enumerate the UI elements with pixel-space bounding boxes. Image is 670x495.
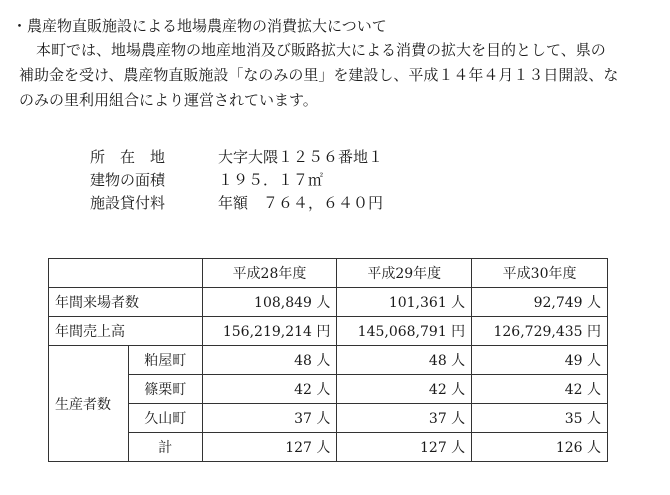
row-label: 年間来場者数 — [49, 288, 203, 317]
info-row-fee — [90, 191, 383, 214]
info-value: １９５．１７㎡ — [218, 171, 324, 189]
paragraph-line-2: 補助金を受け、農産物直販施設「なのみの里」を建設し、平成１４年４月１３日開設、な — [19, 66, 619, 84]
info-label: 所 在 地 — [90, 148, 166, 166]
table-cell: 126,729,435 円 — [472, 317, 608, 346]
info-label: 建物の面積 — [90, 171, 166, 189]
info-row-location — [90, 145, 383, 168]
table-cell: 127 人 — [337, 433, 472, 462]
table-row-producers-sasaguri — [49, 375, 608, 404]
table-row-producers-hisayama — [49, 404, 608, 433]
table-cell: 126 人 — [472, 433, 608, 462]
table-cell: 156,219,214 円 — [202, 317, 337, 346]
column-header: 平成29年度 — [337, 259, 472, 288]
facility-info — [90, 145, 383, 214]
info-label: 施設貸付料 — [90, 194, 166, 212]
table-header-row — [49, 259, 608, 288]
statistics-table — [48, 258, 608, 462]
sub-row-label: 計 — [128, 433, 202, 462]
table-cell: 101,361 人 — [337, 288, 472, 317]
table-cell: 42 人 — [202, 375, 337, 404]
table-cell: 108,849 人 — [202, 288, 337, 317]
table-cell: 48 人 — [337, 346, 472, 375]
table-cell: 37 人 — [337, 404, 472, 433]
table-row-producers-kasuya — [49, 346, 608, 375]
sub-row-label: 粕屋町 — [128, 346, 202, 375]
sub-row-label: 久山町 — [128, 404, 202, 433]
row-label: 年間売上高 — [49, 317, 203, 346]
table-cell: 35 人 — [472, 404, 608, 433]
description-paragraph — [19, 38, 658, 113]
info-value: 年額 ７６４，６４０円 — [218, 194, 384, 212]
info-value: 大字大隈１２５６番地１ — [218, 148, 384, 166]
table-cell: 127 人 — [202, 433, 337, 462]
table-cell: 42 人 — [337, 375, 472, 404]
table-cell: 145,068,791 円 — [337, 317, 472, 346]
info-row-area — [90, 168, 383, 191]
table-cell: 48 人 — [202, 346, 337, 375]
table-cell: 37 人 — [202, 404, 337, 433]
section-heading: ・農産物直販施設による地場農産物の消費拡大について — [12, 17, 387, 35]
table-corner-cell — [49, 259, 203, 288]
column-header: 平成30年度 — [472, 259, 608, 288]
table-row-visitors — [49, 288, 608, 317]
sub-row-label: 篠栗町 — [128, 375, 202, 404]
table-cell: 92,749 人 — [472, 288, 608, 317]
table-cell: 42 人 — [472, 375, 608, 404]
paragraph-line-3: のみの里利用組合により運営されています。 — [19, 91, 318, 109]
column-header: 平成28年度 — [202, 259, 337, 288]
table-row-sales — [49, 317, 608, 346]
paragraph-line-1: 本町では、地場農産物の地産地消及び販路拡大による消費の拡大を目的として、県の — [36, 41, 606, 59]
row-group-label: 生産者数 — [49, 346, 129, 462]
table-row-producers-total — [49, 433, 608, 462]
table-cell: 49 人 — [472, 346, 608, 375]
